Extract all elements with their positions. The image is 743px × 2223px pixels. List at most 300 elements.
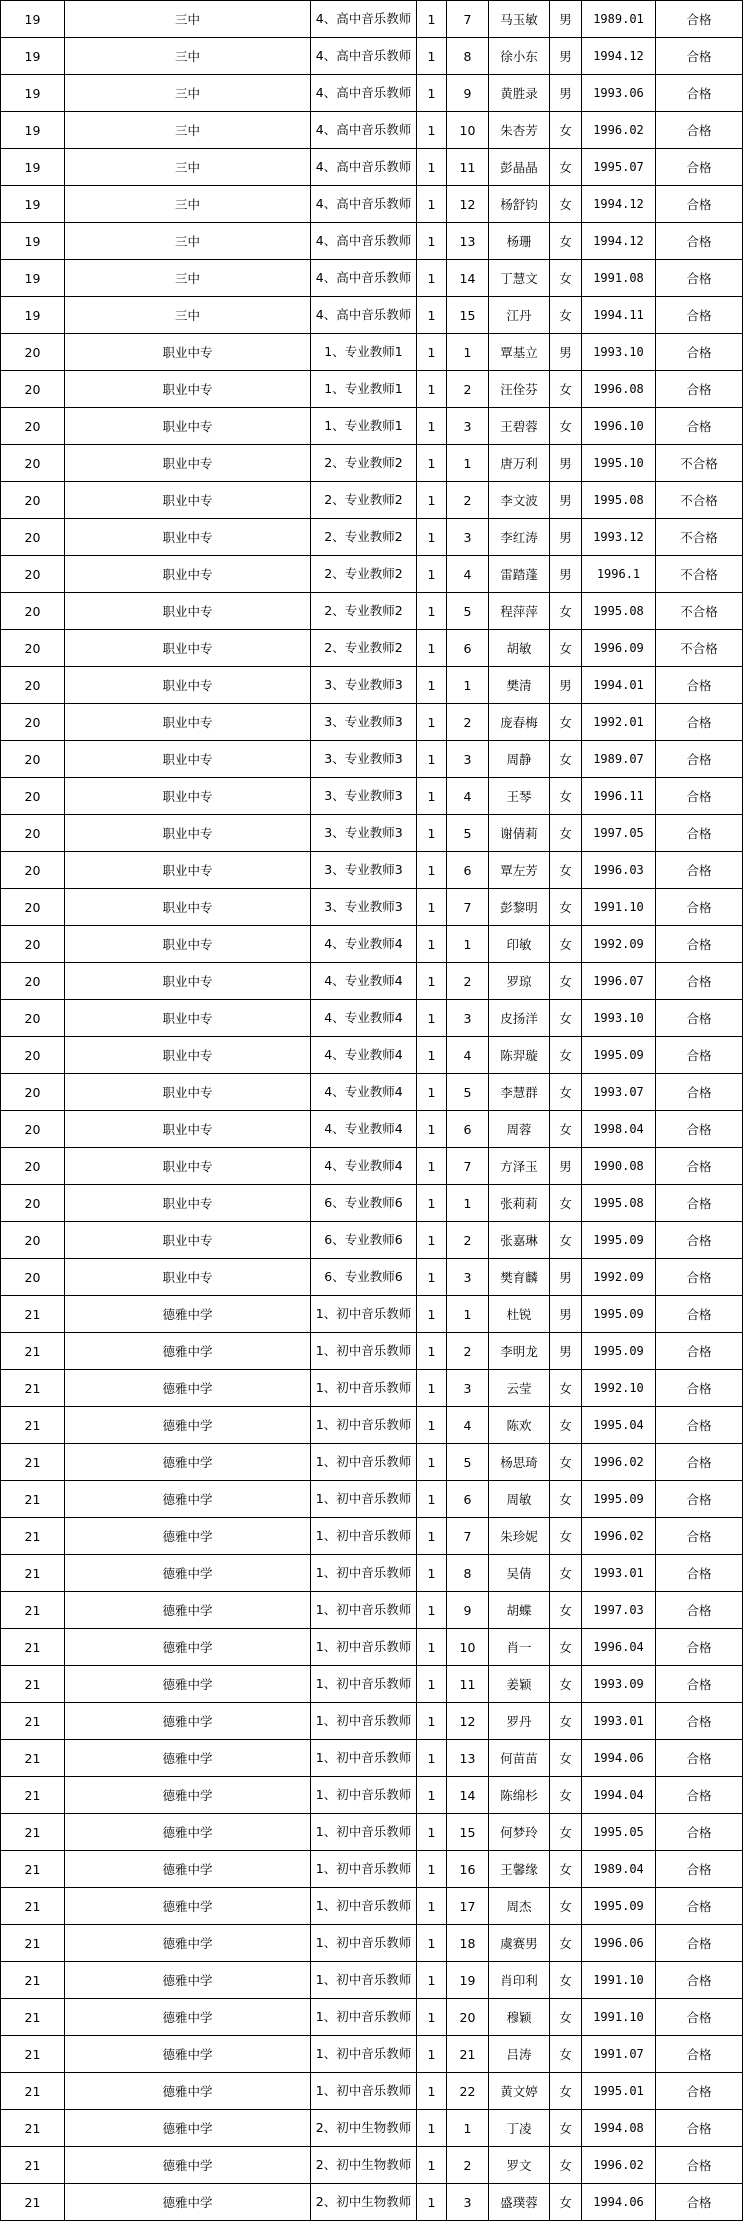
quota-cell: 1	[417, 1592, 447, 1629]
table-row	[1, 1407, 743, 1444]
name-cell: 皮扬洋	[489, 1000, 550, 1037]
table-row	[1, 519, 743, 556]
unit-cell: 职业中专	[65, 593, 311, 630]
unit-cell: 德雅中学	[65, 2184, 311, 2221]
result-cell: 合格	[656, 1185, 743, 1222]
quota-cell: 1	[417, 2073, 447, 2110]
rank-cell: 6	[447, 1111, 489, 1148]
group-cell: 20	[1, 334, 65, 371]
result-cell: 合格	[656, 1296, 743, 1333]
result-cell: 合格	[656, 704, 743, 741]
position-cell: 3、专业教师3	[311, 815, 417, 852]
quota-cell: 1	[417, 630, 447, 667]
quota-cell: 1	[417, 1851, 447, 1888]
birth-cell: 1991.08	[582, 260, 656, 297]
rank-cell: 10	[447, 112, 489, 149]
result-cell: 合格	[656, 1925, 743, 1962]
quota-cell: 1	[417, 1407, 447, 1444]
table-row	[1, 926, 743, 963]
table-row	[1, 1037, 743, 1074]
birth-cell: 1993.10	[582, 334, 656, 371]
result-cell: 合格	[656, 1407, 743, 1444]
group-cell: 19	[1, 149, 65, 186]
quota-cell: 1	[417, 1814, 447, 1851]
birth-cell: 1996.02	[582, 1518, 656, 1555]
birth-cell: 1995.08	[582, 482, 656, 519]
quota-cell: 1	[417, 1370, 447, 1407]
result-cell: 合格	[656, 112, 743, 149]
birth-cell: 1995.08	[582, 593, 656, 630]
gender-cell: 男	[550, 667, 582, 704]
table-row	[1, 2073, 743, 2110]
unit-cell: 职业中专	[65, 1259, 311, 1296]
gender-cell: 男	[550, 445, 582, 482]
position-cell: 4、专业教师4	[311, 1148, 417, 1185]
name-cell: 覃基立	[489, 334, 550, 371]
rank-cell: 1	[447, 667, 489, 704]
birth-cell: 1989.07	[582, 741, 656, 778]
birth-cell: 1994.04	[582, 1777, 656, 1814]
position-cell: 1、专业教师1	[311, 334, 417, 371]
position-cell: 4、高中音乐教师	[311, 1, 417, 38]
birth-cell: 1995.08	[582, 1185, 656, 1222]
unit-cell: 德雅中学	[65, 1333, 311, 1370]
result-cell: 合格	[656, 1888, 743, 1925]
result-cell: 合格	[656, 1999, 743, 2036]
rank-cell: 22	[447, 2073, 489, 2110]
name-cell: 朱杏芳	[489, 112, 550, 149]
name-cell: 雷踏蓬	[489, 556, 550, 593]
birth-cell: 1993.09	[582, 1666, 656, 1703]
rank-cell: 1	[447, 445, 489, 482]
group-cell: 19	[1, 186, 65, 223]
quota-cell: 1	[417, 186, 447, 223]
unit-cell: 德雅中学	[65, 1925, 311, 1962]
birth-cell: 1996.06	[582, 1925, 656, 1962]
quota-cell: 1	[417, 741, 447, 778]
quota-cell: 1	[417, 334, 447, 371]
position-cell: 1、初中音乐教师	[311, 1925, 417, 1962]
unit-cell: 德雅中学	[65, 1629, 311, 1666]
birth-cell: 1995.09	[582, 1333, 656, 1370]
name-cell: 肖一	[489, 1629, 550, 1666]
rank-cell: 1	[447, 926, 489, 963]
gender-cell: 女	[550, 1925, 582, 1962]
birth-cell: 1989.01	[582, 1, 656, 38]
unit-cell: 职业中专	[65, 852, 311, 889]
position-cell: 2、专业教师2	[311, 482, 417, 519]
result-cell: 合格	[656, 223, 743, 260]
position-cell: 4、高中音乐教师	[311, 186, 417, 223]
result-cell: 合格	[656, 2184, 743, 2221]
group-cell: 20	[1, 408, 65, 445]
name-cell: 黄文婷	[489, 2073, 550, 2110]
rank-cell: 16	[447, 1851, 489, 1888]
position-cell: 2、初中生物教师	[311, 2110, 417, 2147]
rank-cell: 19	[447, 1962, 489, 1999]
birth-cell: 1995.05	[582, 1814, 656, 1851]
gender-cell: 男	[550, 556, 582, 593]
result-cell: 合格	[656, 297, 743, 334]
table-row	[1, 1814, 743, 1851]
gender-cell: 女	[550, 1814, 582, 1851]
result-cell: 不合格	[656, 445, 743, 482]
result-cell: 合格	[656, 926, 743, 963]
group-cell: 19	[1, 223, 65, 260]
gender-cell: 男	[550, 334, 582, 371]
position-cell: 4、高中音乐教师	[311, 223, 417, 260]
group-cell: 20	[1, 1111, 65, 1148]
group-cell: 20	[1, 556, 65, 593]
result-cell: 合格	[656, 1851, 743, 1888]
birth-cell: 1996.11	[582, 778, 656, 815]
gender-cell: 女	[550, 630, 582, 667]
position-cell: 4、专业教师4	[311, 1074, 417, 1111]
name-cell: 方泽玉	[489, 1148, 550, 1185]
gender-cell: 女	[550, 112, 582, 149]
birth-cell: 1996.1	[582, 556, 656, 593]
unit-cell: 职业中专	[65, 408, 311, 445]
name-cell: 何梦玲	[489, 1814, 550, 1851]
group-cell: 21	[1, 2147, 65, 2184]
table-row	[1, 149, 743, 186]
birth-cell: 1994.12	[582, 223, 656, 260]
unit-cell: 德雅中学	[65, 1370, 311, 1407]
table-row	[1, 297, 743, 334]
table-row	[1, 2036, 743, 2073]
position-cell: 4、专业教师4	[311, 1000, 417, 1037]
gender-cell: 女	[550, 1407, 582, 1444]
unit-cell: 职业中专	[65, 1148, 311, 1185]
unit-cell: 三中	[65, 38, 311, 75]
unit-cell: 职业中专	[65, 815, 311, 852]
group-cell: 21	[1, 1518, 65, 1555]
result-cell: 合格	[656, 1481, 743, 1518]
name-cell: 吴倩	[489, 1555, 550, 1592]
quota-cell: 1	[417, 1296, 447, 1333]
birth-cell: 1996.02	[582, 112, 656, 149]
table-row	[1, 371, 743, 408]
gender-cell: 女	[550, 1888, 582, 1925]
birth-cell: 1998.04	[582, 1111, 656, 1148]
rank-cell: 6	[447, 852, 489, 889]
result-cell: 合格	[656, 1555, 743, 1592]
unit-cell: 职业中专	[65, 926, 311, 963]
rank-cell: 10	[447, 1629, 489, 1666]
group-cell: 21	[1, 1481, 65, 1518]
quota-cell: 1	[417, 38, 447, 75]
unit-cell: 职业中专	[65, 445, 311, 482]
unit-cell: 三中	[65, 75, 311, 112]
unit-cell: 三中	[65, 223, 311, 260]
quota-cell: 1	[417, 408, 447, 445]
position-cell: 1、初中音乐教师	[311, 1333, 417, 1370]
unit-cell: 三中	[65, 186, 311, 223]
quota-cell: 1	[417, 1148, 447, 1185]
result-cell: 合格	[656, 408, 743, 445]
name-cell: 李文波	[489, 482, 550, 519]
gender-cell: 女	[550, 1185, 582, 1222]
group-cell: 21	[1, 1962, 65, 1999]
gender-cell: 女	[550, 1000, 582, 1037]
gender-cell: 女	[550, 1962, 582, 1999]
gender-cell: 女	[550, 223, 582, 260]
gender-cell: 女	[550, 1481, 582, 1518]
table-row	[1, 1185, 743, 1222]
rank-cell: 9	[447, 1592, 489, 1629]
unit-cell: 德雅中学	[65, 2073, 311, 2110]
gender-cell: 男	[550, 1259, 582, 1296]
group-cell: 19	[1, 1, 65, 38]
name-cell: 姜颖	[489, 1666, 550, 1703]
birth-cell: 1996.10	[582, 408, 656, 445]
birth-cell: 1995.09	[582, 1222, 656, 1259]
rank-cell: 1	[447, 2110, 489, 2147]
quota-cell: 1	[417, 778, 447, 815]
birth-cell: 1996.02	[582, 2147, 656, 2184]
gender-cell: 男	[550, 1148, 582, 1185]
birth-cell: 1995.07	[582, 149, 656, 186]
position-cell: 2、专业教师2	[311, 445, 417, 482]
gender-cell: 男	[550, 519, 582, 556]
result-cell: 合格	[656, 2073, 743, 2110]
position-cell: 1、初中音乐教师	[311, 1296, 417, 1333]
table-row	[1, 112, 743, 149]
name-cell: 丁慧文	[489, 260, 550, 297]
gender-cell: 女	[550, 1777, 582, 1814]
rank-cell: 2	[447, 2147, 489, 2184]
name-cell: 罗琼	[489, 963, 550, 1000]
position-cell: 4、高中音乐教师	[311, 149, 417, 186]
unit-cell: 德雅中学	[65, 2110, 311, 2147]
unit-cell: 职业中专	[65, 556, 311, 593]
birth-cell: 1996.04	[582, 1629, 656, 1666]
gender-cell: 女	[550, 371, 582, 408]
unit-cell: 三中	[65, 149, 311, 186]
name-cell: 周杰	[489, 1888, 550, 1925]
rank-cell: 2	[447, 1222, 489, 1259]
group-cell: 21	[1, 1444, 65, 1481]
quota-cell: 1	[417, 297, 447, 334]
result-cell: 合格	[656, 334, 743, 371]
position-cell: 3、专业教师3	[311, 852, 417, 889]
unit-cell: 职业中专	[65, 667, 311, 704]
rank-cell: 14	[447, 1777, 489, 1814]
quota-cell: 1	[417, 1333, 447, 1370]
position-cell: 3、专业教师3	[311, 741, 417, 778]
birth-cell: 1994.12	[582, 38, 656, 75]
position-cell: 1、初中音乐教师	[311, 1518, 417, 1555]
birth-cell: 1993.01	[582, 1703, 656, 1740]
gender-cell: 女	[550, 852, 582, 889]
quota-cell: 1	[417, 1259, 447, 1296]
birth-cell: 1992.09	[582, 926, 656, 963]
table-row	[1, 1925, 743, 1962]
result-cell: 合格	[656, 75, 743, 112]
table-row	[1, 1666, 743, 1703]
name-cell: 盛璞蓉	[489, 2184, 550, 2221]
name-cell: 杨思琦	[489, 1444, 550, 1481]
rank-cell: 4	[447, 556, 489, 593]
gender-cell: 女	[550, 1703, 582, 1740]
table-row	[1, 1999, 743, 2036]
name-cell: 李慧群	[489, 1074, 550, 1111]
name-cell: 周敏	[489, 1481, 550, 1518]
result-cell: 合格	[656, 1148, 743, 1185]
rank-cell: 7	[447, 1518, 489, 1555]
name-cell: 印敏	[489, 926, 550, 963]
rank-cell: 1	[447, 334, 489, 371]
rank-cell: 17	[447, 1888, 489, 1925]
table-row	[1, 1518, 743, 1555]
quota-cell: 1	[417, 1074, 447, 1111]
position-cell: 1、初中音乐教师	[311, 1666, 417, 1703]
result-cell: 合格	[656, 1703, 743, 1740]
group-cell: 20	[1, 1000, 65, 1037]
group-cell: 21	[1, 2184, 65, 2221]
group-cell: 21	[1, 1407, 65, 1444]
rank-cell: 13	[447, 1740, 489, 1777]
group-cell: 19	[1, 112, 65, 149]
quota-cell: 1	[417, 593, 447, 630]
group-cell: 21	[1, 2073, 65, 2110]
position-cell: 1、初中音乐教师	[311, 1999, 417, 2036]
result-cell: 合格	[656, 1777, 743, 1814]
rank-cell: 8	[447, 1555, 489, 1592]
group-cell: 20	[1, 704, 65, 741]
table-row	[1, 1074, 743, 1111]
unit-cell: 职业中专	[65, 1074, 311, 1111]
group-cell: 19	[1, 297, 65, 334]
gender-cell: 女	[550, 778, 582, 815]
position-cell: 2、专业教师2	[311, 630, 417, 667]
unit-cell: 职业中专	[65, 704, 311, 741]
rank-cell: 12	[447, 186, 489, 223]
position-cell: 1、初中音乐教师	[311, 1370, 417, 1407]
position-cell: 3、专业教师3	[311, 778, 417, 815]
birth-cell: 1991.10	[582, 889, 656, 926]
rank-cell: 3	[447, 1259, 489, 1296]
birth-cell: 1993.01	[582, 1555, 656, 1592]
group-cell: 20	[1, 778, 65, 815]
rank-cell: 4	[447, 778, 489, 815]
gender-cell: 女	[550, 1370, 582, 1407]
result-cell: 合格	[656, 2110, 743, 2147]
group-cell: 20	[1, 519, 65, 556]
gender-cell: 女	[550, 1592, 582, 1629]
unit-cell: 职业中专	[65, 1111, 311, 1148]
group-cell: 21	[1, 1999, 65, 2036]
birth-cell: 1996.09	[582, 630, 656, 667]
table-row	[1, 1000, 743, 1037]
group-cell: 19	[1, 38, 65, 75]
unit-cell: 职业中专	[65, 1037, 311, 1074]
unit-cell: 德雅中学	[65, 1962, 311, 1999]
rank-cell: 3	[447, 519, 489, 556]
rank-cell: 15	[447, 297, 489, 334]
gender-cell: 女	[550, 1111, 582, 1148]
quota-cell: 1	[417, 1888, 447, 1925]
position-cell: 1、专业教师1	[311, 371, 417, 408]
gender-cell: 女	[550, 149, 582, 186]
name-cell: 黄胜录	[489, 75, 550, 112]
table-row	[1, 1555, 743, 1592]
table-row	[1, 1, 743, 38]
rank-cell: 14	[447, 260, 489, 297]
position-cell: 6、专业教师6	[311, 1222, 417, 1259]
result-cell: 合格	[656, 1074, 743, 1111]
gender-cell: 女	[550, 2036, 582, 2073]
birth-cell: 1993.12	[582, 519, 656, 556]
rank-cell: 5	[447, 593, 489, 630]
name-cell: 谢倩莉	[489, 815, 550, 852]
result-cell: 合格	[656, 889, 743, 926]
unit-cell: 三中	[65, 1, 311, 38]
result-cell: 合格	[656, 1666, 743, 1703]
position-cell: 1、初中音乐教师	[311, 1814, 417, 1851]
name-cell: 王琴	[489, 778, 550, 815]
table-row	[1, 1444, 743, 1481]
table-row	[1, 667, 743, 704]
name-cell: 陈欢	[489, 1407, 550, 1444]
unit-cell: 三中	[65, 260, 311, 297]
quota-cell: 1	[417, 1740, 447, 1777]
table-row	[1, 408, 743, 445]
group-cell: 20	[1, 1148, 65, 1185]
name-cell: 胡蝶	[489, 1592, 550, 1629]
result-cell: 合格	[656, 38, 743, 75]
gender-cell: 女	[550, 741, 582, 778]
table-row	[1, 1111, 743, 1148]
position-cell: 1、初中音乐教师	[311, 1555, 417, 1592]
result-cell: 合格	[656, 963, 743, 1000]
table-row	[1, 1481, 743, 1518]
birth-cell: 1992.01	[582, 704, 656, 741]
gender-cell: 女	[550, 963, 582, 1000]
rank-cell: 3	[447, 1370, 489, 1407]
rank-cell: 3	[447, 1000, 489, 1037]
unit-cell: 德雅中学	[65, 1296, 311, 1333]
rank-cell: 2	[447, 1333, 489, 1370]
unit-cell: 职业中专	[65, 889, 311, 926]
result-cell: 不合格	[656, 630, 743, 667]
group-cell: 21	[1, 1296, 65, 1333]
position-cell: 3、专业教师3	[311, 889, 417, 926]
result-cell: 合格	[656, 1740, 743, 1777]
table-row	[1, 1629, 743, 1666]
result-cell: 合格	[656, 371, 743, 408]
group-cell: 20	[1, 593, 65, 630]
position-cell: 4、专业教师4	[311, 963, 417, 1000]
gender-cell: 女	[550, 1074, 582, 1111]
name-cell: 王馨缘	[489, 1851, 550, 1888]
quota-cell: 1	[417, 1444, 447, 1481]
unit-cell: 职业中专	[65, 334, 311, 371]
group-cell: 21	[1, 1925, 65, 1962]
unit-cell: 职业中专	[65, 1000, 311, 1037]
name-cell: 张嘉琳	[489, 1222, 550, 1259]
position-cell: 2、初中生物教师	[311, 2184, 417, 2221]
result-cell: 合格	[656, 741, 743, 778]
rank-cell: 7	[447, 889, 489, 926]
table-row	[1, 38, 743, 75]
unit-cell: 德雅中学	[65, 2147, 311, 2184]
quota-cell: 1	[417, 852, 447, 889]
rank-cell: 6	[447, 630, 489, 667]
unit-cell: 德雅中学	[65, 1999, 311, 2036]
table-row	[1, 260, 743, 297]
position-cell: 1、初中音乐教师	[311, 2073, 417, 2110]
